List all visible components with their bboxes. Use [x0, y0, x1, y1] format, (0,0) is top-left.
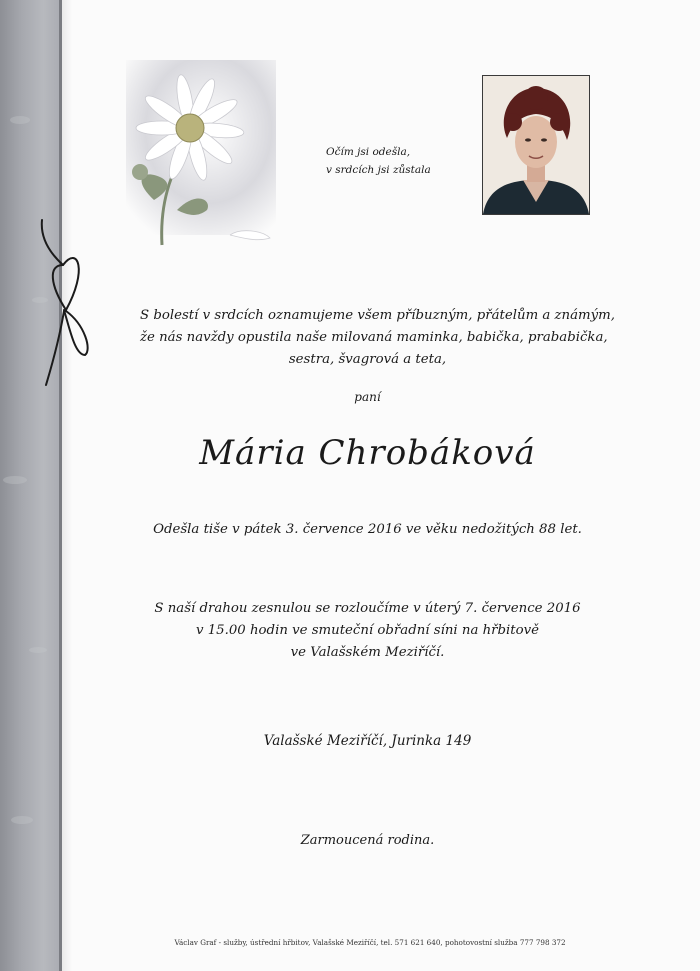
elderly-woman-portrait-icon — [483, 76, 589, 214]
ceremony-info — [140, 598, 595, 664]
announcement-line: že nás navždy opustila naše milovaná maminka, babička, prababička, — [140, 330, 608, 345]
family-address: Valašské Meziříčí, Jurinka 149 — [263, 733, 472, 749]
poem-line: Očím jsi odešla, — [326, 146, 411, 158]
ceremony-line: S naší drahou zesnulou se rozloučíme v úterý 7. července 2016 — [154, 601, 581, 616]
ceremony-line: v 15.00 hodin ve smuteční obřadní síni na hřbitově — [195, 623, 540, 638]
ceremony-line: ve Valašském Meziříčí. — [290, 645, 445, 660]
decorative-side-strip — [0, 0, 62, 971]
portrait-photo — [482, 75, 590, 215]
white-daisy-icon — [122, 60, 276, 250]
deceased-name: Mária Chrobáková — [199, 433, 536, 473]
memorial-poem — [326, 143, 431, 179]
announcement-text — [140, 305, 616, 371]
family-signature: Zarmoucená rodina. — [300, 833, 435, 848]
black-ribbon-bow-icon — [30, 215, 90, 390]
announcement-line: S bolestí v srdcích oznamujeme všem příbuzným, přátelům a známým, — [140, 308, 616, 323]
poem-line: v srdcích jsi zůstala — [326, 164, 431, 176]
death-notice: Odešla tiše v pátek 3. července 2016 ve věku nedožitých 88 let. — [153, 522, 582, 537]
title-word: paní — [354, 390, 381, 404]
funeral-service-footer: Václav Graf - služby, ústřední hřbitov, Valašské Meziříčí, tel. 571 621 640, pohotovostní služba 777 798 372 — [174, 938, 566, 947]
announcement-line: sestra, švagrová a teta, — [288, 352, 447, 367]
page-edge-shadow — [62, 0, 72, 971]
strip-pattern-icon — [0, 0, 62, 971]
